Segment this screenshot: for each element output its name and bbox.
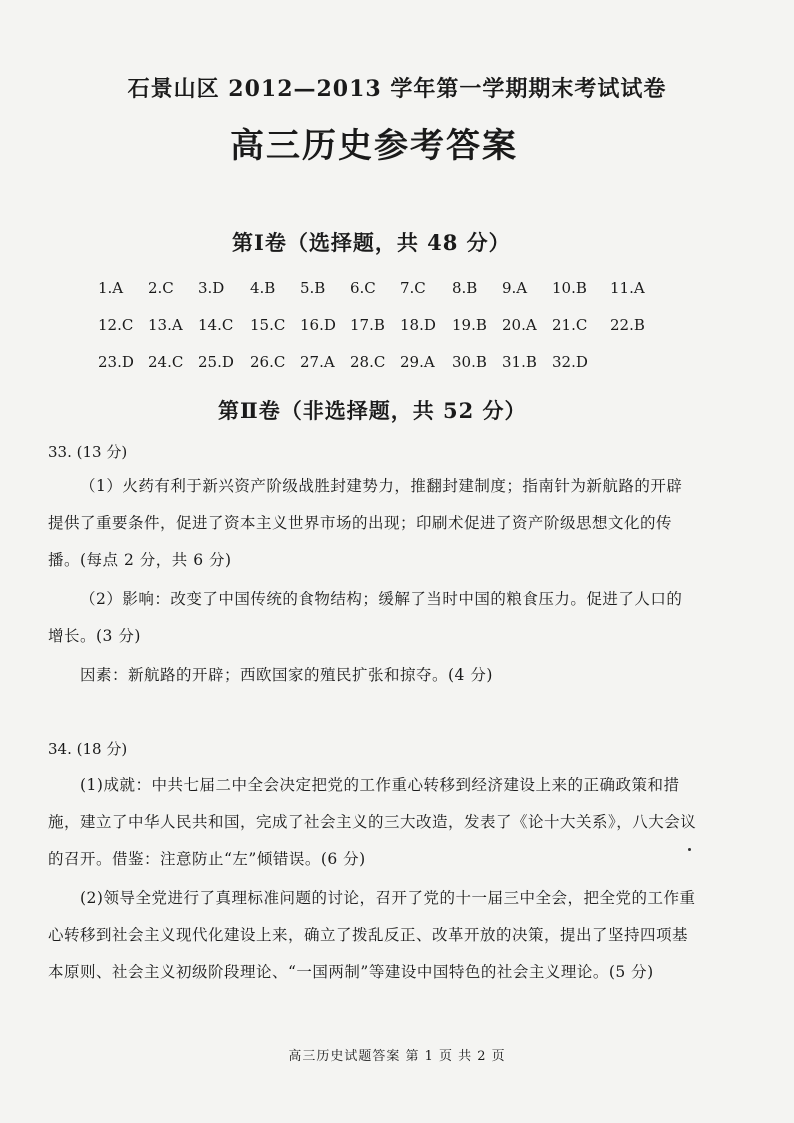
answer-item: 13.A bbox=[148, 316, 183, 334]
answer-item: 4.B bbox=[250, 279, 276, 297]
answer-item: 5.B bbox=[300, 279, 326, 297]
answer-item: 24.C bbox=[148, 353, 184, 371]
answer-item: 7.C bbox=[400, 279, 426, 297]
question-33-factors bbox=[48, 657, 698, 694]
answer-item: 18.D bbox=[400, 316, 436, 334]
answer-item: 22.B bbox=[610, 316, 645, 334]
part2-title: 第Ⅱ卷（非选择题，共 52 分） bbox=[218, 398, 527, 423]
question-34-head: 34. (18 分) bbox=[48, 740, 128, 758]
answer-item: 23.D bbox=[98, 353, 134, 371]
answer-item: 8.B bbox=[452, 279, 478, 297]
answer-item: 25.D bbox=[198, 353, 234, 371]
page-title: 高三历史参考答案 bbox=[230, 126, 518, 166]
scan-speck bbox=[688, 848, 691, 851]
answer-item: 11.A bbox=[610, 279, 645, 297]
question-34-part1-text: (1)成就：中共七届二中全会决定把党的工作重心转移到经济建设上来的正确政策和措施，建立了中华人民共和国，完成了社会主义的三大改造，发表了《论十大关系》，八大会议的召开。借鉴：注意防止“左”倾错误。(6 分) bbox=[48, 776, 697, 868]
exam-title: 石景山区 2012—2013 学年第一学期期末考试试卷 bbox=[127, 76, 667, 102]
question-33-part1-text: （1）火药有利于新兴资产阶级战胜封建势力，推翻封建制度；指南针为新航路的开辟提供了重要条件，促进了资本主义世界市场的出现；印刷术促进了资产阶级思想文化的传播。(每点 2 分，共 6 分) bbox=[48, 477, 683, 569]
answer-item: 10.B bbox=[552, 279, 587, 297]
answer-item: 27.A bbox=[300, 353, 335, 371]
answer-item: 14.C bbox=[198, 316, 234, 334]
question-33-head: 33. (13 分) bbox=[48, 443, 128, 461]
question-34-part1 bbox=[48, 767, 698, 878]
answer-item: 2.C bbox=[148, 279, 174, 297]
answer-item: 3.D bbox=[198, 279, 225, 297]
question-33-part2 bbox=[48, 581, 698, 655]
answer-item: 28.C bbox=[350, 353, 386, 371]
question-34-part2-text: (2)领导全党进行了真理标准问题的讨论，召开了党的十一届三中全会，把全党的工作重心转移到社会主义现代化建设上来，确立了拨乱反正、改革开放的决策，提出了坚持四项基本原则、社会主义初级阶段理论、“一国两制”等建设中国特色的社会主义理论。(5 分) bbox=[48, 889, 696, 981]
answer-item: 19.B bbox=[452, 316, 487, 334]
answer-item: 20.A bbox=[502, 316, 537, 334]
answer-item: 16.D bbox=[300, 316, 336, 334]
question-33-part1 bbox=[48, 468, 698, 579]
answer-item: 1.A bbox=[98, 279, 124, 297]
answer-item: 21.C bbox=[552, 316, 588, 334]
answer-item: 31.B bbox=[502, 353, 537, 371]
question-33-part2-text: （2）影响：改变了中国传统的食物结构；缓解了当时中国的粮食压力。促进了人口的增长。(3 分) bbox=[48, 590, 683, 645]
answer-item: 29.A bbox=[400, 353, 435, 371]
answer-item: 12.C bbox=[98, 316, 134, 334]
page-footer: 高三历史试题答案 第 1 页 共 2 页 bbox=[288, 1049, 506, 1064]
answer-item: 9.A bbox=[502, 279, 528, 297]
part1-title: 第Ⅰ卷（选择题，共 48 分） bbox=[232, 230, 511, 255]
answer-item: 30.B bbox=[452, 353, 487, 371]
answer-item: 26.C bbox=[250, 353, 286, 371]
answer-item: 32.D bbox=[552, 353, 588, 371]
question-33-factors-text: 因素：新航路的开辟；西欧国家的殖民扩张和掠夺。(4 分) bbox=[80, 666, 493, 684]
question-34-part2 bbox=[48, 880, 698, 991]
answer-item: 17.B bbox=[350, 316, 385, 334]
answer-item: 15.C bbox=[250, 316, 286, 334]
answer-item: 6.C bbox=[350, 279, 376, 297]
